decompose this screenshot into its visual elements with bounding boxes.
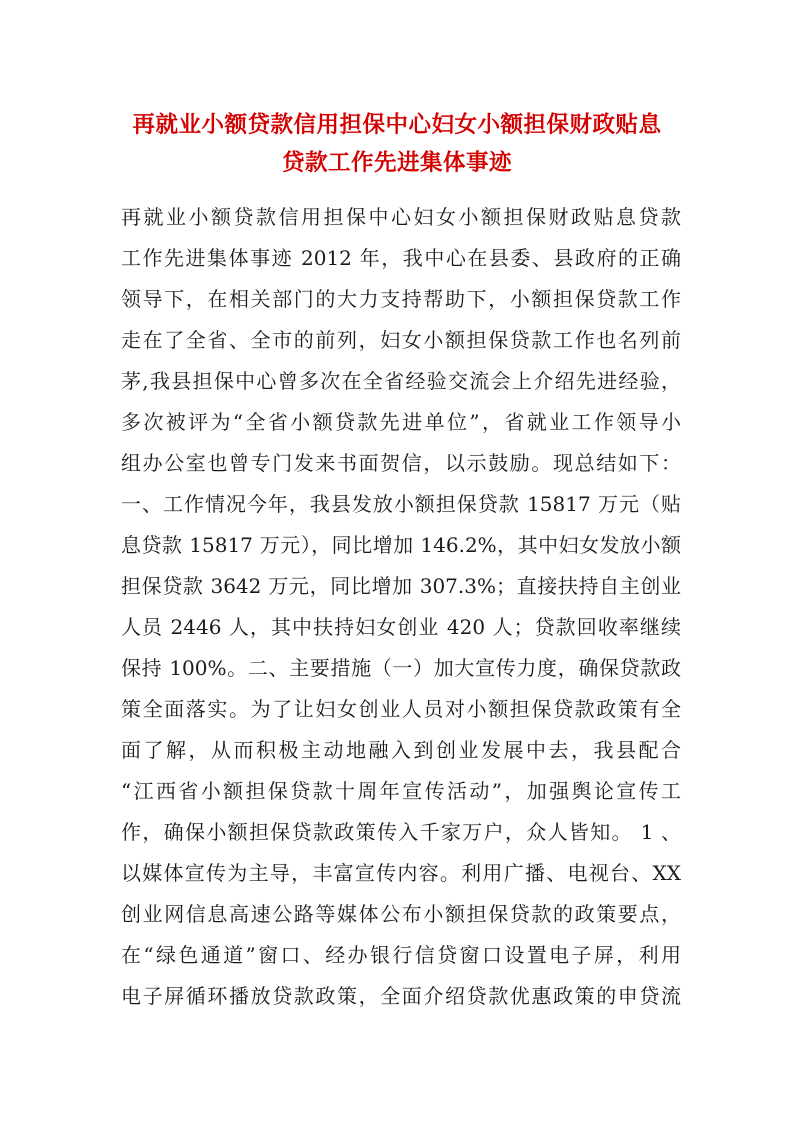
body-text-line: 创业网信息高速公路等媒体公布小额担保贷款的政策要点， — [121, 902, 681, 926]
body-text-line: 担保贷款 3642 万元，同比增加 307.3%；直接扶持自主创业 — [121, 574, 681, 598]
body-text-line: “江西省小额担保贷款十周年宣传活动”，加强舆论宣传工 — [121, 779, 681, 803]
body-text-line: 走在了全省、全市的前列，妇女小额担保贷款工作也名列前 — [121, 328, 681, 352]
body-text-line: 再就业小额贷款信用担保中心妇女小额担保财政贴息贷款 — [121, 205, 681, 229]
body-text-line: 电子屏循环播放贷款政策，全面介绍贷款优惠政策的申贷流 — [121, 984, 681, 1008]
body-text-line: 保持 100%。二、主要措施（一）加大宣传力度，确保贷款政 — [121, 656, 681, 680]
body-text-line: 息贷款 15817 万元），同比增加 146.2%，其中妇女发放小额 — [121, 533, 681, 557]
body-text-line: 多次被评为“全省小额贷款先进单位”，省就业工作领导小 — [121, 410, 681, 434]
body-text-line: 人员 2446 人，其中扶持妇女创业 420 人；贷款回收率继续 — [121, 615, 681, 639]
body-text-line: 组办公室也曾专门发来书面贺信，以示鼓励。现总结如下： — [121, 451, 681, 475]
body-text-line: 茅,我县担保中心曾多次在全省经验交流会上介绍先进经验， — [121, 369, 681, 393]
body-text-line: 作，确保小额担保贷款政策传入千家万户，众人皆知。 1 、 — [121, 820, 681, 844]
body-text-line: 在“绿色通道”窗口、经办银行信贷窗口设置电子屏，利用 — [121, 943, 681, 967]
body-text-line: 一、工作情况今年，我县发放小额担保贷款 15817 万元（贴 — [121, 492, 681, 516]
document-title-line-1: 再就业小额贷款信用担保中心妇女小额担保财政贴息 — [132, 112, 662, 138]
document-title-line-2: 贷款工作先进集体事迹 — [281, 150, 512, 176]
body-text-line: 面了解，从而积极主动地融入到创业发展中去，我县配合 — [121, 738, 681, 762]
body-text-line: 以媒体宣传为主导，丰富宣传内容。利用广播、电视台、XX — [121, 861, 681, 885]
body-text-line: 领导下，在相关部门的大力支持帮助下，小额担保贷款工作 — [121, 287, 681, 311]
body-text-line: 工作先进集体事迹 2012 年，我中心在县委、县政府的正确 — [121, 246, 681, 270]
body-text-line: 策全面落实。为了让妇女创业人员对小额担保贷款政策有全 — [121, 697, 681, 721]
